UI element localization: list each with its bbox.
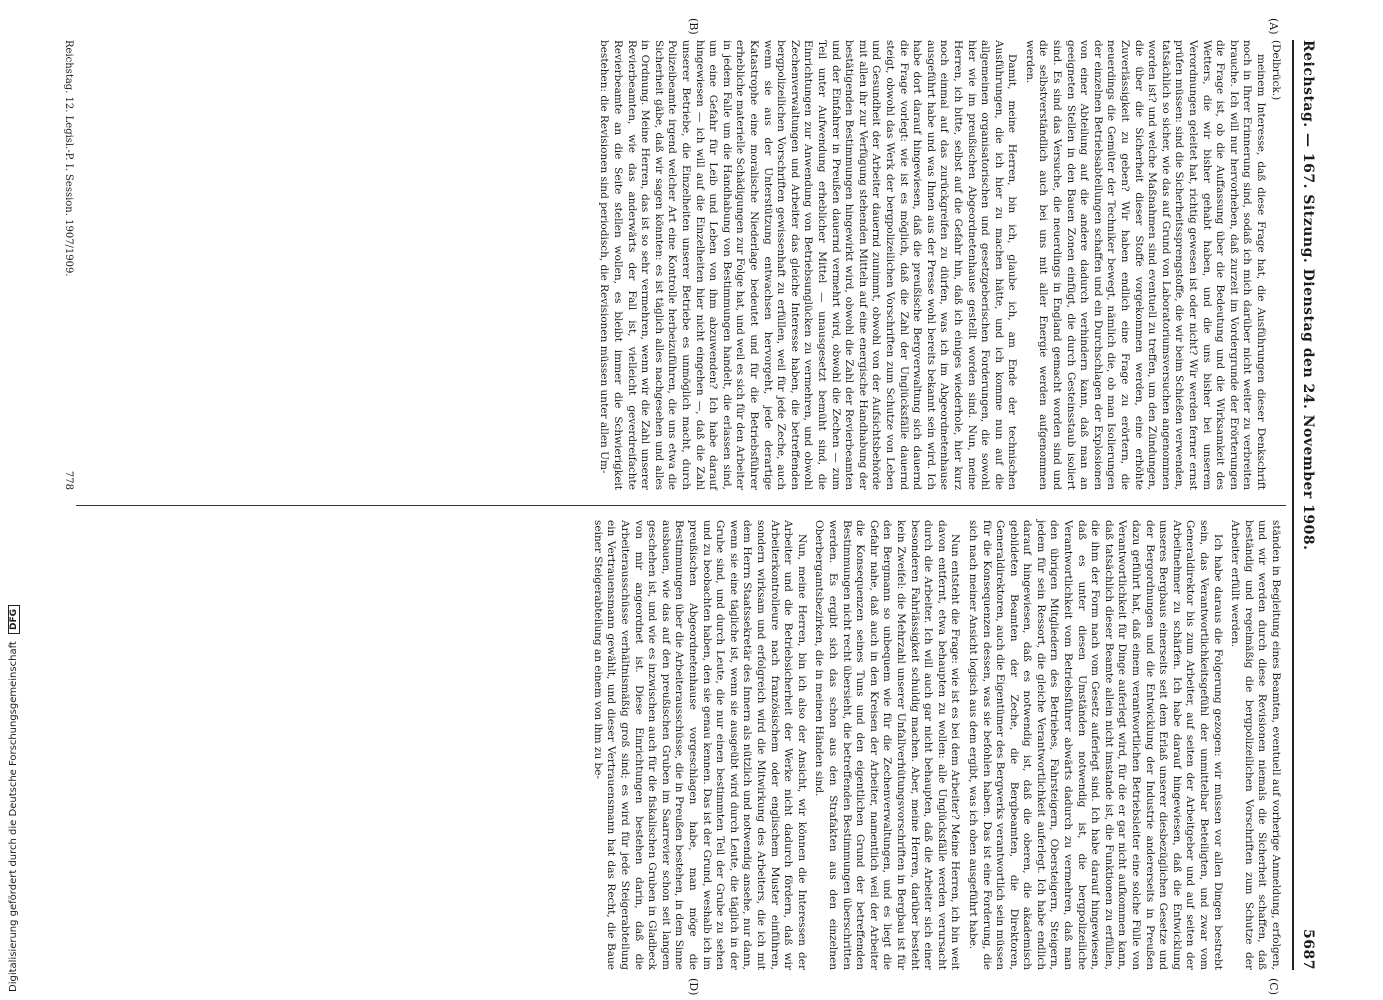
paragraph: Ich habe daraus die Folgerung gezogen: wir müssen vor allen Dingen bestrebt sein, das Verantwortlichkeitsgefühl der unmittelbar Beteiligten, und zwar vom Generaldirektor bis zum Arbeiter, auf seiten der Arbeitgeber und auf seiten der Arbeitnehmer zu schärfen. Ich habe darauf hingewiesen, daß die Entwicklung unseres Bergbaus einerseits seit dem Erlaß unserer diesbezüglichen Gesetze und der Bergordnungen und die Entwicklung der Industrie andererseits in Preußen dazu geführt hat, daß einem verantwortlichen Betriebsleiter eine solche Fülle von Verantwortlichkeit für Dinge auferlegt wird, für die er gar nicht aufkommen kann, daß tatsächlich dieser Beamte allein nicht imstande ist, die Funktionen zu erfüllen, die ihm der Form nach vom Gesetz auferlegt sind. Ich habe darauf hingewiesen, daß es unter diesen Umständen notwendig ist, die bergpolizeiliche Verantwortlichkeit vom Betriebsführer abwärts dadurch zu vermehren, daß man den übrigen Mitgliedern des Betriebes, Fahrsteigern, Obersteigern, Steigern, jedem für sein Ressort, die gleiche Verantwortlichkeit auferlegt. Ich habe endlich darauf hingewiesen, daß es notwendig ist, daß die oberen, die akademisch gebildeten Beamten der Zeche, die Bergbeamten, die Direktoren, Generaldirektoren, auch die Eigentümer des Bergwerks verantwortlich sein müssen für die Konsequenzen dessen, was sie befohlen haben. Das ist eine Forderung, die sich nach meiner Ansicht logisch aus dem ergibt, was ich oben ausgeführt habe. xyxy=(966,520,1224,970)
footer-number: 778 xyxy=(63,470,74,490)
page-number: 5687 xyxy=(1300,929,1316,970)
paragraph: Nun entsteht die Frage: wie ist es bei dem Arbeiter? Meine Herren, ich bin weit davon entfernt, etwa behaupten zu wollen: alle Unglücksfälle werden verursacht durch die Arbeiter. Ich will auch gar nicht behaupten, daß die Arbeiter sich einer besonderen Fahrlässigkeit schuldig machen. Aber, meine Herren, darüber besteht kein Zweifel: die Mehrzahl unserer Unfallverhütungsvorschriften in Bergbau ist für den Bergmann so unbequem wie für die Zechenverwaltungen, und es liegt die Gefahr nahe, daß auch in den Kreisen der Arbeiter, namentlich weil der Arbeiter die Konsequenzen seines Tuns und den eigentlichen Grund der betreffenden Bestimmungen nicht recht übersieht, die betreffenden Bestimmungen überschritten werden. Es ergibt sich das schon aus den Strafakten aus den einzelnen Oberbergamtsbezirken, die in meinen Händen sind. xyxy=(813,520,962,970)
header-rule xyxy=(1292,40,1294,970)
left-column xyxy=(63,40,1282,490)
margin-letter-b: (B) xyxy=(687,18,700,35)
paragraph: Nun, meine Herren, bin ich also der Ansicht, wir können die Interessen der Arbeiter und die Betriebsicherheit der Werke nicht dadurch fördern, daß wir Arbeiterkontrolleure nach französischem oder englischem Muster einführen, sondern wirksam und erfolgreich wird die Mitwirkung des Arbeiters, die ich mit dem Herrn Staatssekretär des Innern als nützlich und notwendig ansehe, nur dann, wenn sie eine tägliche ist, wenn sie ausgeübt wird durch Leute, die täglich in der Grube sind, und durch Leute, die nur einen bestimmten Teil der Grube zu sehen und zu beobachten haben, den sie genau kennen. Das ist der Grund, weshalb ich im preußischen Abgeordnetenhause vorgeschlagen habe, man möge die Bestimmungen über die Arbeiterausschüsse, die in Preußen bestehen, in dem Sinne ausbauen, wie das auf den preußischen Gruben im Saarrevier schon seit langem geschehen ist, und wie es inzwischen auch für die fiskalischen Gruben in Gladbeck von mir angeordnet ist. Diese Einrichtungen bestehen darin, daß die Arbeiterausschüsse verhältnismäßig groß sind; es wird für jede Steigerabteilung ein Vertrauensmann gewählt, und dieser Vertrauensmann hat das Recht, die Baue seiner Steigerabteilung an einem von ihm zu be- xyxy=(591,520,808,970)
margin-letter-c: (C) xyxy=(1267,978,1280,995)
digitization-credit xyxy=(8,2,20,992)
page-title: Reichstag. — 167. Sitzung. Dienstag den 24. November 1908. xyxy=(1300,40,1316,551)
dfg-logo: DFG xyxy=(8,605,20,634)
margin-letter-d: (D) xyxy=(687,978,700,996)
paragraph: ständen in Begleitung eines Beamten, eventuell auf vorherige Anmeldung, erfolgen, und wir werden durch diese Revisionen niemals die Sicherheit schaffen, daß beständig und regelmäßig die bergpolizeilichen Vorschriften zum Schutze der Arbeiter erfüllt werden. xyxy=(1229,520,1282,970)
rotated-page xyxy=(60,18,1320,996)
page-header xyxy=(1290,40,1320,970)
right-column xyxy=(82,520,1282,970)
margin-letter-a: (A) xyxy=(1267,18,1280,35)
footer-session: Reichstag. 12. Legisl.-P. I. Session. 1907/1909. xyxy=(63,40,74,277)
paragraph: meinem Interesse, daß diese Frage hat, die Ausführungen dieser Denkschrift noch in Ihrer Erinnerung sind, sodaß ich mich darüber nicht weiter zu verbreiten brauche. Ich will nur hervorheben, daß zurzeit im Vordergrunde der Erörterungen die Frage ist, ob die Auffassung über die Bedeutung und die Wirksamkeit des Wetters, die wir bisher gehabt haben, und die uns bisher bei unserem Verordnungen geleitet hat, richtig gewesen ist oder nicht? Wir werden ferner ernst prüfen müssen: sind die Sicherheitssprengstoffe, die wir beim Schießen verwenden, tatsächlich so sicher, wie das auf Grund von Laboratoriumsversuchen angenommen worden ist? und welche Maßnahmen sind eventuell zu treffen, um den Zündungen, die über die Sicherheit dieser Stoffe vorgekommen werden, eine erhöhte Zuverlässigkeit zu geben? Wir haben endlich eine Frage zu erörtern, die neuerdings die Gemüter der Techniker bewegt, nämlich die, ob man Isolierungen der einzelnen Betriebsabteilungen schaffen und ein Durchschlagen der Explosionen von einer Abteilung auf die andere dadurch verhindern kann, daß man an geeigneten Stellen in den Bauen Zonen einfügt, die durch Gesteinsstaub isoliert sind. Es sind das Versuche, die neuerdings in England gemacht worden sind und die selbstverständlich auch bei uns mit aller Energie werden aufgenommen werden. xyxy=(1023,40,1267,490)
column-divider xyxy=(76,505,1286,506)
credit-text: Digitalisierung gefördert durch die Deutsche Forschungsgemeinschaft xyxy=(8,641,19,992)
paragraph: Damit, meine Herren, bin ich, glaube ich, am Ende der technischen Ausführungen, die ich hier zu machen hätte, und ich komme nun auf die allgemeinen organisatorischen und gesetzgeberischen Forderungen, die sowohl hier wie im preußischen Abgeordnetenhause gestellt worden sind. Nun, meine Herren, ich bitte, selbst auf die Gefahr hin, daß ich einiges wiederhole, hier kurz noch einmal auf das zurückgreifen zu dürfen, was ich im Abgeordnetenhause ausgeführt habe und was Ihnen aus der Presse wohl bereits bekannt sein wird. Ich habe dort darauf hingewiesen, daß die preußische Bergverwaltung sich dauernd die Frage vorlegt: wie ist es möglich, daß die Zahl der Unglücksfälle dauernd steigt, obwohl das Werk der bergpolizeilichen Vorschriften zum Schutze von Leben und Gesundheit der Arbeiter dauernd zunimmt, obwohl von der Aufsichtsbehörde mit allen ihr zur Verfügung stehenden Mitteln auf eine energische Handhabung der bestätigenden Bestimmungen hingewirkt wird, obwohl die Zahl der Revierbeamten und der Einfahrer in Preußen dauernd vermehrt wird, obwohl die Zechen — zum Teil unter Aufwendung erheblicher Mittel — unausgesetzt bemüht sind, die Einrichtungen zur Anwendung von Betriebsunglücken zu vermehren, und obwohl Zechenverwaltungen und Arbeiter das gleiche Interesse haben, die betreffenden bergpolizeilichen Vorschriften gewissenhaft zu erfüllen, weil für jede Zeche, auch wenn sie aus der Unterstützung entwachsen hervorgeht, jede derartige Katastrophe eine moralische Niederlage bedeutet und für die Betriebsführer erhebliche materielle Schädigungen zur Folge hat, und weil es sich für den Arbeiter in jedem Falle um die Handhabung von Bestimmungen handelt, die erlassen sind, um eine Gefahr für Leib und Leben von ihm abzuwenden? Ich habe darauf hingewiesen — ich will auf die Einzelheiten hier nicht eingehen —, daß die Zahl unserer Betriebe, die Einzelheiten unserer Betriebe es unmöglich macht, durch Polizeibeamte irgend welcher Art eine Kontrolle herbeizuführen, die uns etwa die Sicherheit gäbe, daß wir sagen könnten: es ist täglich alles nachgesehen und alles in Ordnung. Meine Herren, das ist so sehr vermehren, wenn wir die Zahl unserer Revierbeamten, wie das anderwärts der Fall ist, vielleicht geverdreifachte Revierbeamte an die Seite stellen wollen, es bleibt immer die Schwierigkeit bestehen: die Revisionen sind periodisch, die Revisionen müssen unter allen Um- xyxy=(598,40,1019,490)
speaker-label: (Delbrück.) xyxy=(1270,40,1282,101)
